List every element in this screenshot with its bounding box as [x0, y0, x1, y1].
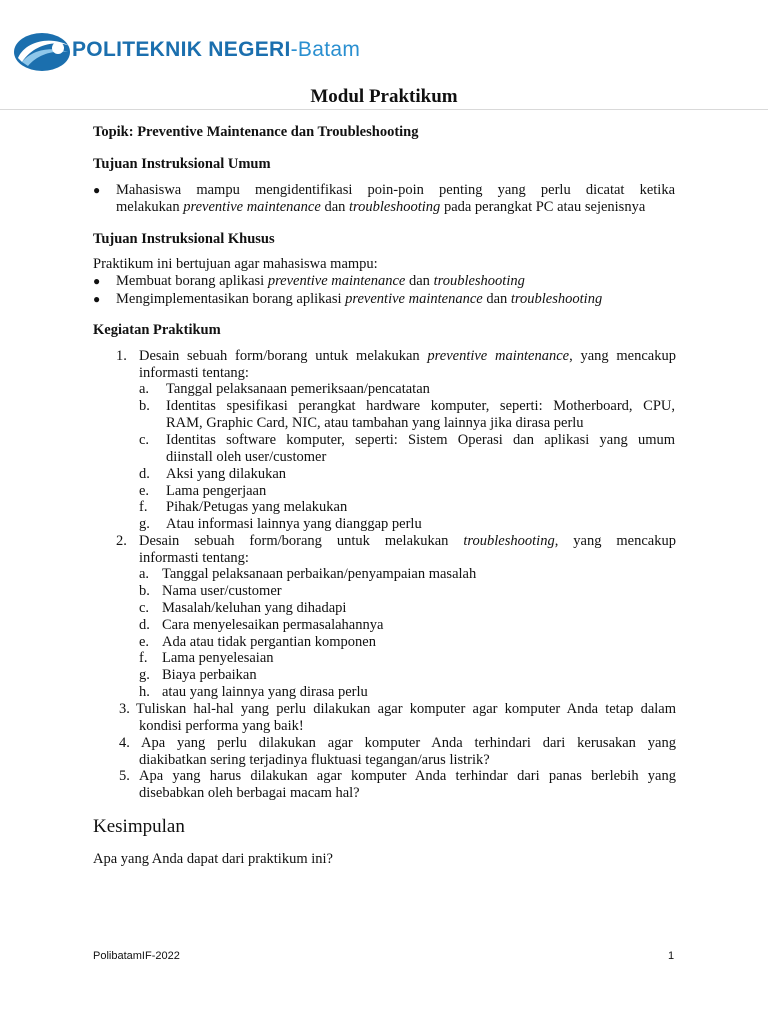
- kegiatan-item-3: 3. Tuliskan hal-hal yang perlu dilakukan agar komputer agar komputer Anda tetap dalam kondisi performa yang baik!: [119, 701, 676, 734]
- tik-bullet-2: ● Mengimplementasikan borang aplikasi preventive maintenance dan troubleshooting: [93, 291, 603, 307]
- footer-label: PolibatamIF-2022: [93, 950, 180, 962]
- kegiatan-1-sub-b: b. Identitas spesifikasi perangkat hardware komputer, seperti: Motherboard, CPU, RAM, Graphic Card, NIC, atau tambahan yang lainnya jika dirasa perlu: [139, 398, 675, 431]
- header-divider: [0, 109, 768, 110]
- kegiatan-item-4: 4. Apa yang perlu dilakukan agar komputer Anda terhindari dari kerusakan yang diakibatkan sering terjadinya fluktuasi tegangan/arus listrik?: [119, 735, 676, 768]
- kegiatan-item-1: 1. Desain sebuah form/borang untuk melakukan preventive maintenance, yang mencakup informasti tentang:: [116, 348, 676, 381]
- tiu-line-1: Mahasiswa mampu mengidentifikasi poin-poin penting yang perlu dicatat ketika: [116, 182, 675, 198]
- tiu-bullet: [93, 182, 675, 216]
- bullet-icon: ●: [93, 183, 101, 197]
- bullet-icon: ●: [93, 274, 101, 288]
- topic-heading: Topik: Preventive Maintenance dan Troubleshooting: [93, 124, 419, 140]
- kesimpulan-heading: Kesimpulan: [93, 816, 185, 837]
- logo-wordmark: POLITEKNIK NEGERI-Batam: [72, 38, 361, 61]
- kegiatan-1-sub-c: c. Identitas software komputer, seperti: Sistem Operasi dan aplikasi yang umum diinstall oleh user/customer: [139, 432, 675, 465]
- tiu-line-2: melakukan preventive maintenance dan troubleshooting pada perangkat PC atau sejenisnya: [116, 199, 646, 215]
- kegiatan-item-2: 2. Desain sebuah form/borang untuk melakukan troubleshooting, yang mencakup informasti tentang:: [116, 533, 676, 566]
- logo-swoosh-icon: [12, 28, 74, 74]
- logo-name: POLITEKNIK NEGERI: [72, 38, 291, 61]
- tik-bullet-1: ● Membuat borang aplikasi preventive maintenance dan troubleshooting: [93, 273, 525, 289]
- kegiatan-item-5: 5. Apa yang harus dilakukan agar komputer Anda terhindar dari panas berlebih yang disebabkan oleh berbagai macam hal?: [119, 768, 676, 801]
- tik-heading: Tujuan Instruksional Khusus: [93, 231, 275, 247]
- kegiatan-heading: Kegiatan Praktikum: [93, 322, 221, 338]
- tik-intro: Praktikum ini bertujuan agar mahasiswa mampu:: [93, 256, 378, 272]
- page-number: 1: [668, 950, 675, 962]
- tiu-heading: Tujuan Instruksional Umum: [93, 156, 271, 172]
- institution-logo: [12, 28, 361, 74]
- page-title: Modul Praktikum: [310, 86, 458, 107]
- kesimpulan-question: Apa yang Anda dapat dari praktikum ini?: [93, 851, 333, 867]
- document-page: POLITEKNIK NEGERI-Batam Modul Praktikum Topik: Preventive Maintenance dan Troubleshooting Tujuan Instruksional Umum ● Mahasiswa mampu mengidentifikasi poin-poin penting yang perlu dicatat ketika melakukan preventive maintenance dan troubleshooting pada perangkat PC atau sejenisnya Tujuan Instruksional Khusus Praktikum ini bertujuan agar mahasiswa mampu: ● Membuat borang aplikasi preventive maintenance dan troubleshooting ● Mengimplementasikan borang aplikasi preventive maintenance dan troubleshooting Kegiatan Praktikum 1. Desain sebuah form/borang untuk melakukan preventive maintenance, yang mencakup informasti tentang: a. Tanggal pelaksanaan pemeriksaan/pencatatan b. Identitas spesifikasi perangkat hardware komputer, seperti: Motherboard, CPU, RAM, Graphic Card, NIC, atau tambahan yang lainnya jika dirasa perlu c. Identitas software komputer, seperti: Sistem Operasi dan aplikasi yang umum diinstall oleh user/customer d. Aksi yang dilakukan e. Lama pengerjaan f. Pihak/Petugas yang melakukan g. Atau informasi lainnya yang dianggap perlu 2. Desain sebuah form/borang untuk melakukan troubleshooting, yang mencakup informasti tentang: a. Tanggal pelaksanaan perbaikan/penyampaian masalah b. Nama user/customer c. Masalah/keluhan yang dihadapi d. Cara menyelesaikan permasalahannya e. Ada atau tidak pergantian komponen f. Lama penyelesaian g. Biaya perbaikan h. atau yang lainnya yang dirasa perlu 3. Tuliskan hal-hal yang perlu dilakukan agar komputer agar komputer Anda tetap dalam kondisi performa yang baik! 4. Apa yang perlu dilakukan agar komputer Anda terhindari dari kerusakan yang diakibatkan sering terjadinya fluktuasi tegangan/arus listrik? 5. Apa yang harus dilakukan agar komputer Anda terhindar dari panas berlebih yang disebabkan oleh berbagai macam hal? Kesimpulan Apa yang Anda dapat dari praktikum ini? PolibatamIF-2022 1: [0, 0, 768, 1024]
- logo-city: Batam: [297, 38, 361, 61]
- bullet-icon: ●: [93, 292, 101, 306]
